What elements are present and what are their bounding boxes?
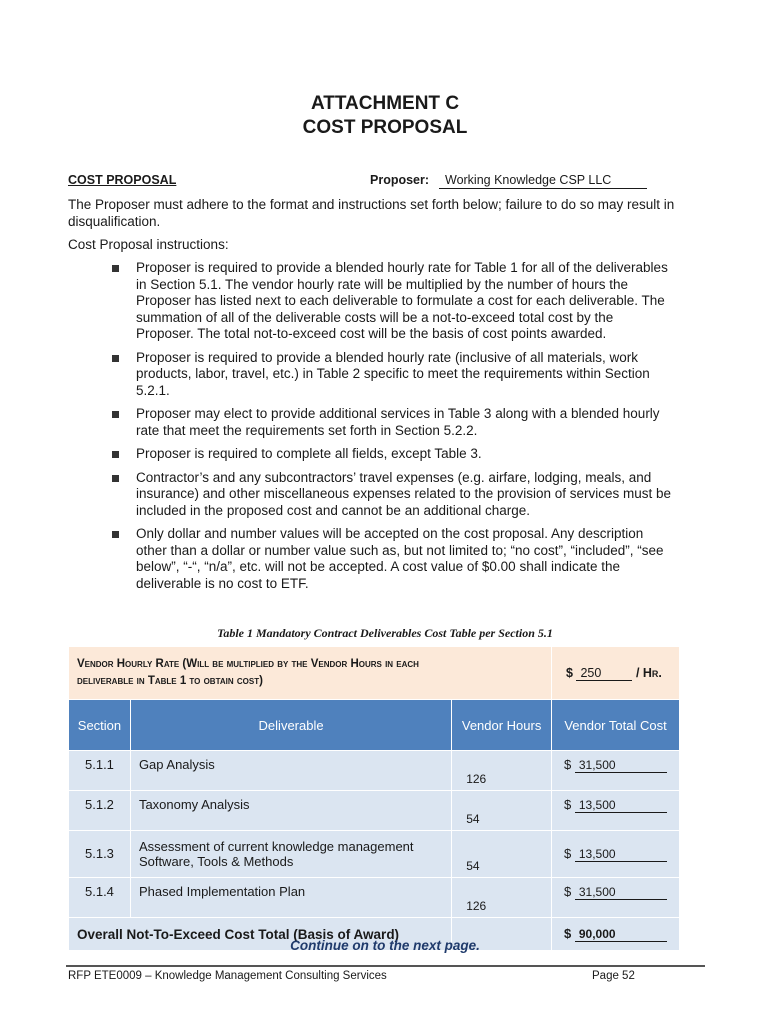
cost-proposal-heading: COST PROPOSAL: [68, 173, 177, 187]
continue-note: Continue on to the next page.: [290, 938, 480, 953]
hours-field[interactable]: 126: [452, 878, 552, 918]
cost-cell: [552, 878, 680, 918]
square-bullet-icon: [112, 475, 119, 482]
rate-label-line-2: deliverable in Table 1 to obtain cost): [77, 675, 263, 687]
footer-page-number: Page 52: [592, 970, 635, 982]
rate-unit: / Hr.: [635, 665, 662, 680]
column-header-section: Section: [69, 700, 131, 751]
column-header-cost: Vendor Total Cost: [552, 700, 680, 751]
title-line-2: COST PROPOSAL: [302, 117, 468, 138]
proposer-field[interactable]: Working Knowledge CSP LLC: [439, 172, 647, 189]
rate-label-line-1: Vendor Hourly Rate (Will be multiplied by the Vendor Hours in each: [77, 658, 419, 670]
list-item-text: Only dollar and number values will be accepted on the cost proposal. Any description other than a dollar or number value such as, but not limited to; “no cost”, “included”, “see below”, “-“, “n/a”, etc. will not be accepted. A cost value of $0.00 shall indicate the deliverable is no cost to ETF.: [136, 526, 664, 591]
total-currency: $: [564, 926, 572, 941]
table-row: [69, 751, 680, 791]
square-bullet-icon: [112, 355, 119, 362]
list-item: [112, 526, 672, 592]
list-item-text: Proposer is required to provide a blended hourly rate (inclusive of all materials, work products, labor, travel, etc.) in Table 2 specific to meet the requirements within Section 5.2.1.: [136, 349, 650, 398]
list-item-text: Proposer is required to complete all fields, except Table 3.: [136, 446, 482, 461]
total-cost-field[interactable]: 90,000: [575, 927, 667, 942]
intro-paragraph: The Proposer must adhere to the format and instructions set forth below; failure to do so may result in disqualification.: [68, 197, 675, 229]
deliverable-cell: Phased Implementation Plan: [130, 878, 451, 918]
cost-cell: [552, 751, 680, 791]
table-header-row: [69, 700, 680, 751]
cost-cell: [552, 831, 680, 878]
cost-field[interactable]: 13,500: [575, 847, 667, 862]
hours-field[interactable]: 54: [452, 791, 552, 831]
deliverable-cell: Gap Analysis: [130, 751, 451, 791]
cost-field[interactable]: 31,500: [575, 885, 667, 900]
square-bullet-icon: [112, 451, 119, 458]
section-cell: 5.1.4: [69, 878, 131, 918]
square-bullet-icon: [112, 411, 119, 418]
total-label: Overall Not-To-Exceed Cost Total (Basis of Award): [69, 918, 452, 951]
cost-currency: $: [564, 845, 572, 861]
cost-table: [68, 646, 680, 951]
square-bullet-icon: [112, 531, 119, 538]
vendor-rate-label: [69, 647, 552, 700]
vendor-rate-field[interactable]: 250: [576, 666, 632, 681]
table-caption: Table 1 Mandatory Contract Deliverables Cost Table per Section 5.1: [217, 626, 553, 640]
rate-currency: $: [566, 665, 573, 680]
list-item-text: Proposer may elect to provide additional services in Table 3 along with a blended hourly rate that meet the requirements set forth in Section 5.2.2.: [136, 406, 660, 438]
proposer-label: Proposer:: [370, 173, 430, 187]
section-cell: 5.1.3: [69, 831, 131, 878]
title-line-1: ATTACHMENT C: [310, 93, 460, 114]
footer-rfp-title: RFP ETE0009 – Knowledge Management Consulting Services: [68, 970, 387, 982]
table-row: [69, 791, 680, 831]
table-row: [69, 831, 680, 878]
instructions-list: [112, 260, 672, 599]
footer-divider: [66, 965, 705, 967]
column-header-deliverable: Deliverable: [130, 700, 451, 751]
list-item-text: Contractor’s and any subcontractors’ travel expenses (e.g. airfare, lodging, meals, and insurance) and other miscellaneous expenses related to the provision of services must be included in the proposed cost and cannot be an additional charge.: [136, 469, 672, 518]
cost-currency: $: [564, 797, 572, 812]
vendor-rate-cell: [552, 647, 680, 700]
square-bullet-icon: [112, 265, 119, 272]
section-cell: 5.1.2: [69, 791, 131, 831]
cost-currency: $: [564, 884, 572, 899]
list-item: [112, 406, 672, 439]
list-item: [112, 470, 672, 520]
cost-currency: $: [564, 757, 572, 772]
cost-field[interactable]: 31,500: [575, 758, 667, 773]
cost-field[interactable]: 13,500: [575, 798, 667, 813]
list-item: [112, 350, 672, 400]
list-item: [112, 260, 672, 343]
deliverable-cell: Taxonomy Analysis: [130, 791, 451, 831]
cost-cell: [552, 791, 680, 831]
vendor-rate-row: [69, 647, 680, 700]
section-cell: 5.1.1: [69, 751, 131, 791]
hours-field[interactable]: 126: [452, 751, 552, 791]
deliverable-cell: Assessment of current knowledge management Software, Tools & Methods: [130, 831, 451, 878]
column-header-hours: Vendor Hours: [452, 700, 552, 751]
table-row: [69, 878, 680, 918]
list-item-text: Proposer is required to provide a blended hourly rate for Table 1 for all of the deliverables in Section 5.1. The vendor hourly rate will be multiplied by the number of hours the Proposer has listed next to each deliverable to formulate a cost for each deliverable. The summation of all of the deliverable costs will be a not-to-exceed total cost by the Proposer. The total not-to-exceed cost will be the basis of cost points awarded.: [136, 260, 668, 341]
document-title: [0, 92, 770, 140]
instructions-label: Cost Proposal instructions:: [68, 237, 229, 252]
hours-field[interactable]: 54: [452, 831, 552, 878]
list-item: [112, 446, 672, 463]
